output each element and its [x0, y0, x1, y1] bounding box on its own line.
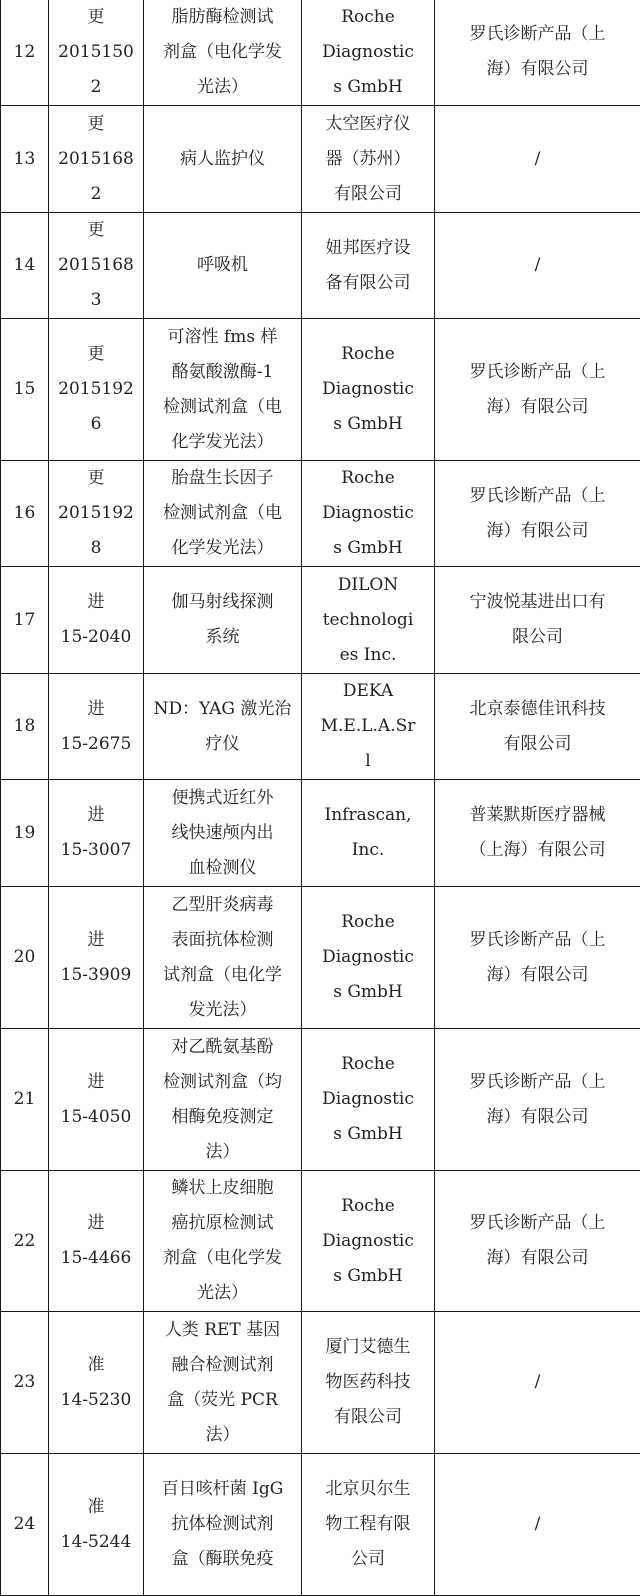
table-row	[1, 461, 640, 567]
table-row	[1, 1171, 640, 1312]
manufacturer-cell: DILON technologi es Inc.	[302, 567, 435, 674]
registration-code-cell: 更 2015192 8	[49, 461, 144, 567]
row-number-cell: 12	[1, 0, 49, 106]
product-name-cell: 脂肪酶检测试 剂盒（电化学发 光法）	[144, 0, 302, 106]
manufacturer-cell: Roche Diagnostic s GmbH	[302, 0, 435, 106]
agent-cell: /	[435, 1312, 640, 1454]
row-number-cell: 17	[1, 567, 49, 674]
product-name-cell: 呼吸机	[144, 213, 302, 319]
manufacturer-cell: DEKA M.E.L.A.Sr l	[302, 674, 435, 780]
agent-cell: 罗氏诊断产品（上 海）有限公司	[435, 887, 640, 1029]
manufacturer-cell: Roche Diagnostic s GmbH	[302, 1029, 435, 1171]
manufacturer-cell: Infrascan, Inc.	[302, 780, 435, 887]
product-name-cell: 鳞状上皮细胞 癌抗原检测试 剂盒（电化学发 光法）	[144, 1171, 302, 1312]
agent-cell: 罗氏诊断产品（上 海）有限公司	[435, 319, 640, 461]
registration-code-cell: 准 14-5244	[49, 1454, 144, 1596]
manufacturer-cell: Roche Diagnostic s GmbH	[302, 887, 435, 1029]
registration-code-cell: 进 15-3007	[49, 780, 144, 887]
registration-code-cell: 更 2015168 2	[49, 106, 144, 213]
registration-code-cell: 更 2015168 3	[49, 213, 144, 319]
registration-code-cell: 进 15-2675	[49, 674, 144, 780]
product-name-cell: 对乙酰氨基酚 检测试剂盒（均 相酶免疫测定 法）	[144, 1029, 302, 1171]
agent-cell: /	[435, 106, 640, 213]
registration-code-cell: 进 15-2040	[49, 567, 144, 674]
manufacturer-cell: 厦门艾德生 物医药科技 有限公司	[302, 1312, 435, 1454]
agent-cell: 北京泰德佳讯科技 有限公司	[435, 674, 640, 780]
row-number-cell: 22	[1, 1171, 49, 1312]
registration-code-cell: 更 2015192 6	[49, 319, 144, 461]
product-name-cell: 伽马射线探测 系统	[144, 567, 302, 674]
table-row	[1, 780, 640, 887]
product-name-cell: 病人监护仪	[144, 106, 302, 213]
row-number-cell: 15	[1, 319, 49, 461]
table-row	[1, 1454, 640, 1596]
agent-cell: 罗氏诊断产品（上 海）有限公司	[435, 1029, 640, 1171]
registration-code-cell: 进 15-4466	[49, 1171, 144, 1312]
agent-cell: 罗氏诊断产品（上 海）有限公司	[435, 461, 640, 567]
agent-cell: 罗氏诊断产品（上 海）有限公司	[435, 1171, 640, 1312]
registration-code-cell: 更 2015150 2	[49, 0, 144, 106]
table-row	[1, 1312, 640, 1454]
table-row	[1, 674, 640, 780]
table-row	[1, 567, 640, 674]
agent-cell: /	[435, 213, 640, 319]
row-number-cell: 21	[1, 1029, 49, 1171]
row-number-cell: 16	[1, 461, 49, 567]
manufacturer-cell: Roche Diagnostic s GmbH	[302, 461, 435, 567]
row-number-cell: 20	[1, 887, 49, 1029]
manufacturer-cell: 妞邦医疗设 备有限公司	[302, 213, 435, 319]
row-number-cell: 19	[1, 780, 49, 887]
agent-cell: 普莱默斯医疗器械 （上海）有限公司	[435, 780, 640, 887]
registration-code-cell: 准 14-5230	[49, 1312, 144, 1454]
row-number-cell: 18	[1, 674, 49, 780]
product-name-cell: ND：YAG 激光治 疗仪	[144, 674, 302, 780]
registration-code-cell: 进 15-3909	[49, 887, 144, 1029]
product-name-cell: 人类 RET 基因 融合检测试剂 盒（荧光 PCR 法）	[144, 1312, 302, 1454]
table-row	[1, 0, 640, 106]
manufacturer-cell: 太空医疗仪 器（苏州） 有限公司	[302, 106, 435, 213]
table-row	[1, 887, 640, 1029]
manufacturer-cell: Roche Diagnostic s GmbH	[302, 1171, 435, 1312]
product-name-cell: 可溶性 fms 样 酪氨酸激酶-1 检测试剂盒（电 化学发光法）	[144, 319, 302, 461]
manufacturer-cell: Roche Diagnostic s GmbH	[302, 319, 435, 461]
product-name-cell: 乙型肝炎病毒 表面抗体检测 试剂盒（电化学 发光法）	[144, 887, 302, 1029]
row-number-cell: 24	[1, 1454, 49, 1596]
registration-code-cell: 进 15-4050	[49, 1029, 144, 1171]
manufacturer-cell: 北京贝尔生 物工程有限 公司	[302, 1454, 435, 1596]
agent-cell: 罗氏诊断产品（上 海）有限公司	[435, 0, 640, 106]
product-name-cell: 便携式近红外 线快速颅内出 血检测仪	[144, 780, 302, 887]
row-number-cell: 13	[1, 106, 49, 213]
agent-cell: /	[435, 1454, 640, 1596]
table-row	[1, 319, 640, 461]
product-name-cell: 胎盘生长因子 检测试剂盒（电 化学发光法）	[144, 461, 302, 567]
table-row	[1, 106, 640, 213]
product-name-cell: 百日咳杆菌 IgG 抗体检测试剂 盒（酶联免疫	[144, 1454, 302, 1596]
agent-cell: 宁波悦基进出口有 限公司	[435, 567, 640, 674]
table-row	[1, 1029, 640, 1171]
row-number-cell: 23	[1, 1312, 49, 1454]
row-number-cell: 14	[1, 213, 49, 319]
table-row	[1, 213, 640, 319]
